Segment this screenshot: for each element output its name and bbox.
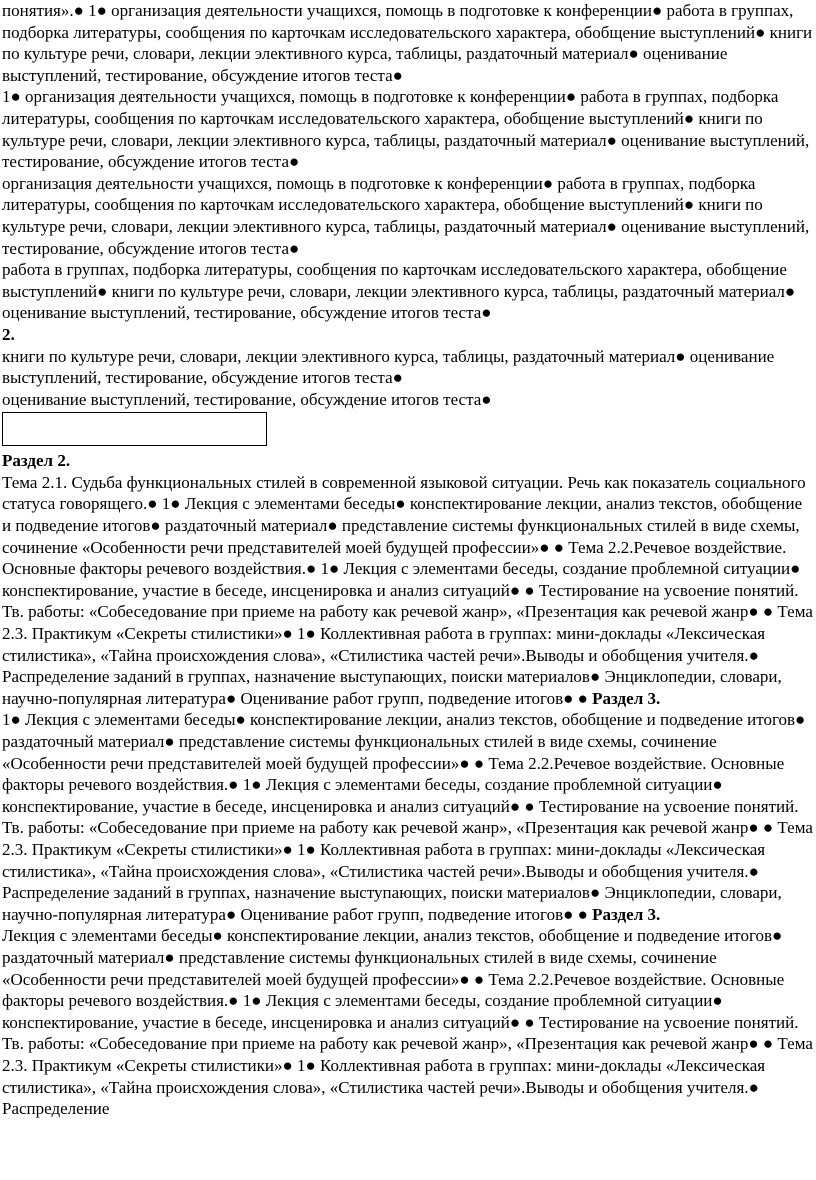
section-2-text: Тема 2.1. Судьба функциональных стилей в современной языковой ситуации. Речь как показатель социального статуса говорящего.● 1● Лекция с элементами беседы● конспектирование лекции, анализ текстов, обобщение и подведение итогов● раздаточный материал● представление системы функциональных стилей в виде схемы, сочинение «Особенности речи представителей моей будущей профессии»● ● Тема 2.2.Речевое воздействие. Основные факторы речевого воздействия.● 1● Лекция с элементами беседы, создание проблемной ситуации● конспектирование, участие в беседе, инсценировка и анализ ситуаций● ● Тестирование на усвоение понятий. Тв. работы: «Собеседование при приеме на работу как речевой жанр», «Презентация как речевой жанр● ● Тема 2.3. Практикум «Секреты стилистики»● 1● Коллективная работа в группах: мини-доклады «Лексическая стилистика», «Тайна происхождения слова», «Стилистика частей речи».Выводы и обобщения учителя.● Распределение заданий в группах, назначение выступающих, поиски материалов● Энциклопедии, словари, научно-популярная литература● Оценивание работ групп, подведение итогов● ● <box>2 472 813 708</box>
section-number-heading: 2. <box>2 324 15 344</box>
section-3-body <box>2 709 814 925</box>
text-block-7 <box>0 389 814 411</box>
paragraph: оценивание выступлений, тестирование, обсуждение итогов теста● <box>2 389 492 409</box>
text-block-5 <box>0 324 814 346</box>
paragraph: книги по культуре речи, словари, лекции элективного курса, таблицы, раздаточный материал● оценивание выступлений, тестирование, обсуждение итогов теста● <box>2 346 775 388</box>
section-3-inline-heading: Раздел 3. <box>592 688 661 708</box>
text-block-3 <box>0 173 814 259</box>
text-block-4 <box>0 259 814 324</box>
text-block-2 <box>0 86 814 172</box>
section-3-body-continued: Лекция с элементами беседы● конспектирование лекции, анализ текстов, обобщение и подведение итогов● раздаточный материал● представление системы функциональных стилей в виде схемы, сочинение «Особенности речи представителей моей будущей профессии»● ● Тема 2.2.Речевое воздействие. Основные факторы речевого воздействия.● 1● Лекция с элементами беседы, создание проблемной ситуации● конспектирование, участие в беседе, инсценировка и анализ ситуаций● ● Тестирование на усвоение понятий. Тв. работы: «Собеседование при приеме на работу как речевой жанр», «Презентация как речевой жанр● ● Тема 2.3. Практикум «Секреты стилистики»● 1● Коллективная работа в группах: мини-доклады «Лексическая стилистика», «Тайна происхождения слова», «Стилистика частей речи».Выводы и обобщения учителя.● Распределение <box>2 926 813 1119</box>
section-2-body <box>2 472 814 710</box>
paragraph: организация деятельности учащихся, помощь в подготовке к конференции● работа в группах, подборка литературы, сообщения по карточкам исследовательского характера, обобщение выступлений● книги по культуре речи, словари, лекции элективного курса, таблицы, раздаточный материал● оценивание выступлений, тестирование, обсуждение итогов теста● <box>2 173 810 258</box>
section-3-text: 1● Лекция с элементами беседы● конспектирование лекции, анализ текстов, обобщение и подведение итогов● раздаточный материал● представление системы функциональных стилей в виде схемы, сочинение «Особенности речи представителей моей будущей профессии»● ● Тема 2.2.Речевое воздействие. Основные факторы речевого воздействия.● 1● Лекция с элементами беседы, создание проблемной ситуации● конспектирование, участие в беседе, инсценировка и анализ ситуаций● ● Тестирование на усвоение понятий. Тв. работы: «Собеседование при приеме на работу как речевой жанр», «Презентация как речевой жанр● ● Тема 2.3. Практикум «Секреты стилистики»● 1● Коллективная работа в группах: мини-доклады «Лексическая стилистика», «Тайна происхождения слова», «Стилистика частей речи».Выводы и обобщения учителя.● Распределение заданий в группах, назначение выступающих, поиски материалов● Энциклопедии, словари, научно-популярная литература● Оценивание работ групп, подведение итогов● ● <box>2 710 813 924</box>
section-3-inline-heading: Раздел 3. <box>592 904 661 924</box>
text-block-6 <box>0 346 814 389</box>
section-2-heading: Раздел 2. <box>2 451 71 471</box>
paragraph: 1● организация деятельности учащихся, помощь в подготовке к конференции● работа в группах, подборка литературы, сообщения по карточкам исследовательского характера, обобщение выступлений● книги по культуре речи, словари, лекции элективного курса, таблицы, раздаточный материал● оценивание выступлений, тестирование, обсуждение итогов теста● <box>2 87 810 172</box>
section-3-first <box>0 709 814 925</box>
paragraph: понятия».● 1● организация деятельности учащихся, помощь в подготовке к конференции● работа в группах, подборка литературы, сообщения по карточкам исследовательского характера, обобщение выступлений● книги по культуре речи, словари, лекции элективного курса, таблицы, раздаточный материал● оценивание выступлений, тестирование, обсуждение итогов теста● <box>2 1 813 85</box>
paragraph: работа в группах, подборка литературы, сообщения по карточкам исследовательского характера, обобщение выступлений● книги по культуре речи, словари, лекции элективного курса, таблицы, раздаточный материал● оценивание выступлений, тестирование, обсуждение итогов теста● <box>2 260 796 323</box>
section-3-second <box>0 925 814 1119</box>
section-2 <box>0 450 814 709</box>
text-block-1 <box>0 0 814 86</box>
empty-table-cell <box>2 412 267 446</box>
